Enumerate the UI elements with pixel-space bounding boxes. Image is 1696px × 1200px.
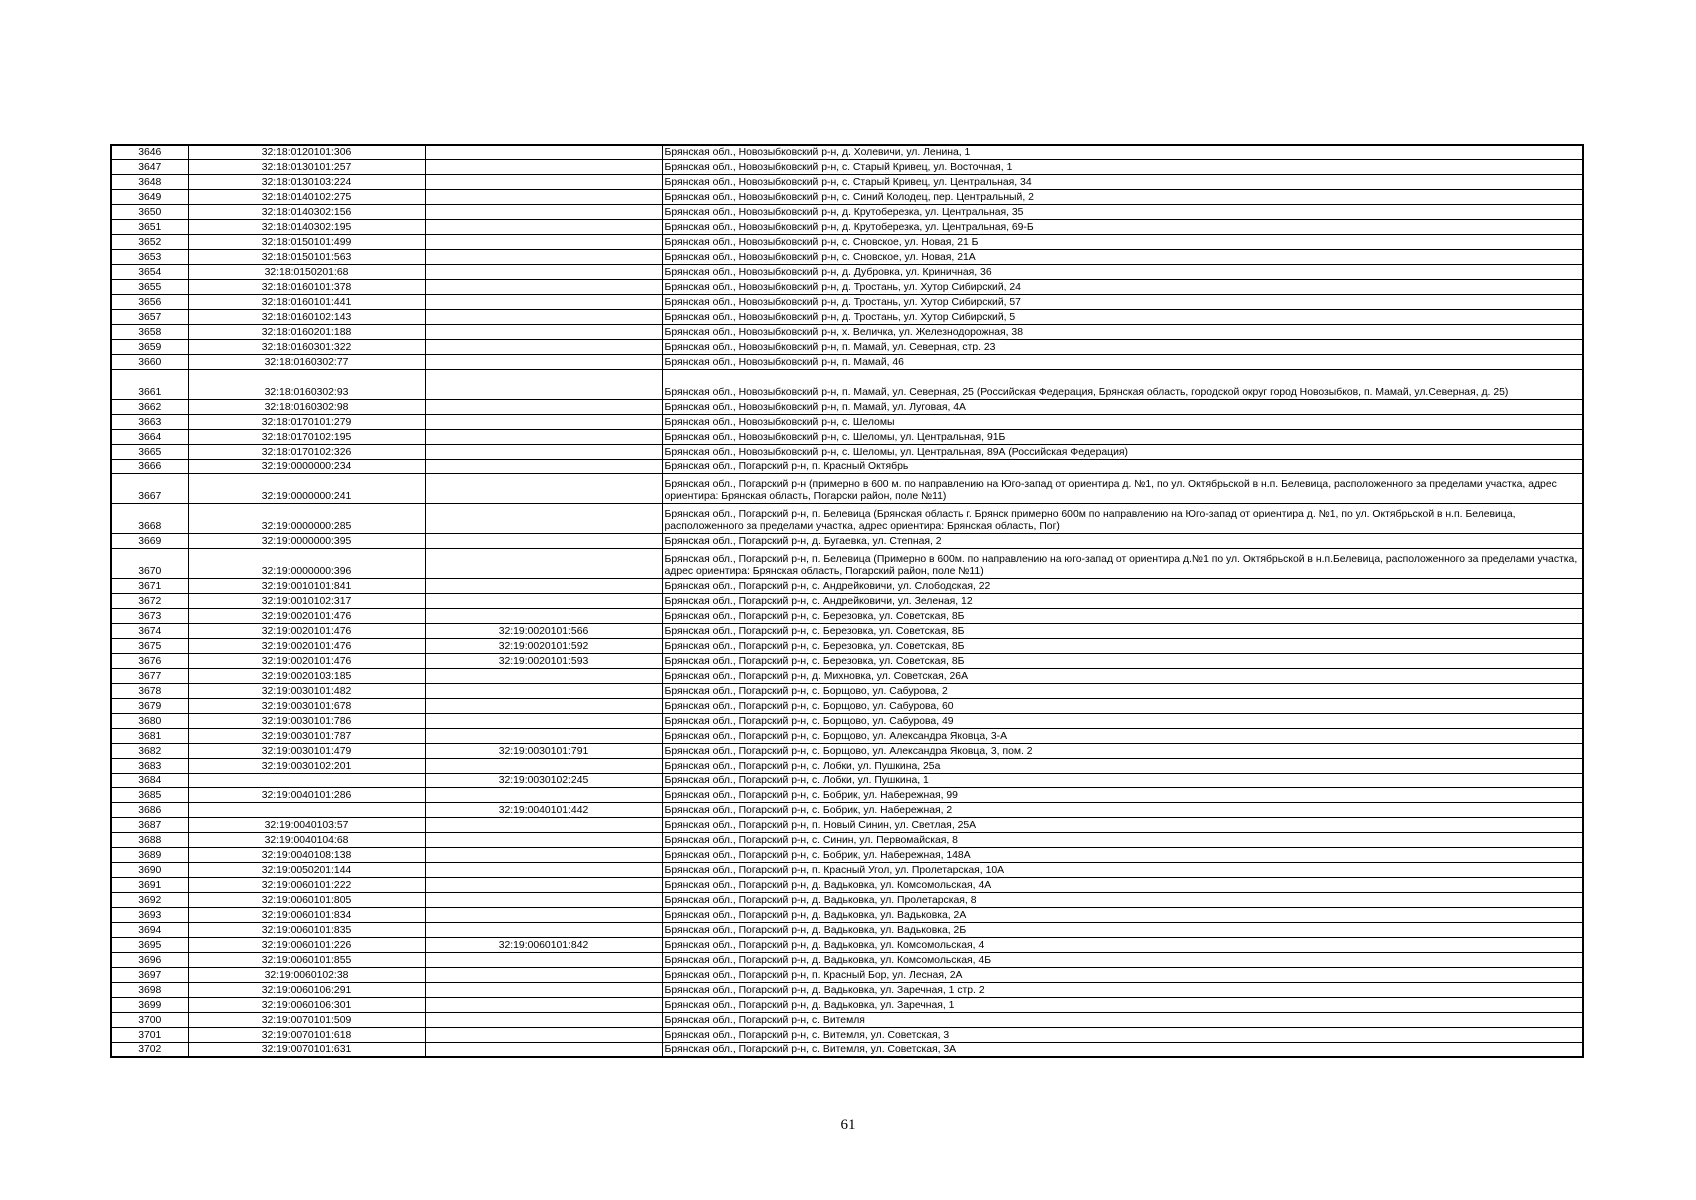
table-row: [111, 788, 1583, 803]
table-row: [111, 683, 1583, 698]
cadastral-number-cell: 32:19:0030101:482: [188, 683, 425, 698]
row-number-cell: 3685: [111, 788, 188, 803]
cadastral-number-cell: 32:19:0030101:678: [188, 698, 425, 713]
cadastral-number-cell: 32:19:0050201:144: [188, 863, 425, 878]
row-number-cell: 3692: [111, 893, 188, 908]
address-cell: Брянская обл., Новозыбковский р-н, с. Шеломы, ул. Центральная, 89А (Российская Федерация): [662, 444, 1583, 459]
related-cadastral-number-cell: [425, 295, 662, 310]
cadastral-number-cell: 32:19:0000000:234: [188, 459, 425, 474]
related-cadastral-number-cell: 32:19:0040101:442: [425, 803, 662, 818]
related-cadastral-number-cell: [425, 788, 662, 803]
related-cadastral-number-cell: [425, 579, 662, 594]
related-cadastral-number-cell: [425, 235, 662, 250]
row-number-cell: 3651: [111, 220, 188, 235]
row-number-cell: 3657: [111, 309, 188, 324]
address-cell: Брянская обл., Погарский р-н, с. Березовка, ул. Советская, 8Б: [662, 653, 1583, 668]
row-number-cell: 3646: [111, 145, 188, 160]
cadastral-number-cell: 32:18:0160302:77: [188, 354, 425, 369]
table-row: [111, 818, 1583, 833]
address-cell: Брянская обл., Погарский р-н, с. Андрейковичи, ул. Зеленая, 12: [662, 594, 1583, 609]
row-number-cell: 3676: [111, 653, 188, 668]
cadastral-number-cell: 32:19:0010102:317: [188, 594, 425, 609]
related-cadastral-number-cell: [425, 893, 662, 908]
related-cadastral-number-cell: [425, 504, 662, 534]
address-cell: Брянская обл., Погарский р-н, п. Белевица (Примерно в 600м. по направлению на юго-запад от ориентира д.№1 по ул. Октябрьской в н.п.Белевица, расположенного за пределами участка, адрес ориентира: Брянская область, Погарский район, поле №11): [662, 549, 1583, 579]
table-row: [111, 773, 1583, 788]
table-row: [111, 459, 1583, 474]
row-number-cell: 3654: [111, 265, 188, 280]
related-cadastral-number-cell: [425, 534, 662, 549]
address-cell: Брянская обл., Погарский р-н, с. Лобки, ул. Пушкина, 1: [662, 773, 1583, 788]
table-row: [111, 220, 1583, 235]
related-cadastral-number-cell: [425, 280, 662, 295]
cadastral-number-cell: 32:18:0170101:279: [188, 414, 425, 429]
cadastral-number-cell: 32:19:0040103:57: [188, 818, 425, 833]
row-number-cell: 3699: [111, 997, 188, 1012]
row-number-cell: 3697: [111, 967, 188, 982]
cadastral-number-cell: 32:19:0020101:476: [188, 653, 425, 668]
related-cadastral-number-cell: [425, 339, 662, 354]
cadastral-number-cell: 32:19:0000000:241: [188, 474, 425, 504]
address-cell: Брянская обл., Погарский р-н, с. Витемля, ул. Советская, 3А: [662, 1042, 1583, 1057]
table-row: [111, 952, 1583, 967]
address-cell: Брянская обл., Новозыбковский р-н, п. Мамай, ул. Северная, 25 (Российская Федерация, Брянская область, городской округ город Новозыбков, п. Мамай, ул.Северная, д. 25): [662, 369, 1583, 399]
table-row: [111, 1012, 1583, 1027]
cadastral-number-cell: 32:18:0160101:378: [188, 280, 425, 295]
table-row: [111, 205, 1583, 220]
related-cadastral-number-cell: [425, 594, 662, 609]
cadastral-number-cell: [188, 803, 425, 818]
address-cell: Брянская обл., Новозыбковский р-н, п. Мамай, 46: [662, 354, 1583, 369]
address-cell: Брянская обл., Погарский р-н, с. Борщово, ул. Александра Яковца, 3-А: [662, 728, 1583, 743]
address-cell: Брянская обл., Погарский р-н, д. Вадьковка, ул. Заречная, 1 стр. 2: [662, 982, 1583, 997]
table-row: [111, 982, 1583, 997]
cadastral-number-cell: 32:18:0160201:188: [188, 324, 425, 339]
related-cadastral-number-cell: [425, 758, 662, 773]
row-number-cell: 3655: [111, 280, 188, 295]
address-cell: Брянская обл., Новозыбковский р-н, с. Старый Кривец, ул. Центральная, 34: [662, 175, 1583, 190]
related-cadastral-number-cell: [425, 997, 662, 1012]
address-cell: Брянская обл., Погарский р-н, п. Красный Бор, ул. Лесная, 2А: [662, 967, 1583, 982]
table-row: [111, 534, 1583, 549]
table-row: [111, 429, 1583, 444]
row-number-cell: 3689: [111, 848, 188, 863]
row-number-cell: 3696: [111, 952, 188, 967]
address-cell: Брянская обл., Погарский р-н, д. Вадьковка, ул. Комсомольская, 4: [662, 938, 1583, 953]
cadastral-number-cell: 32:18:0140302:195: [188, 220, 425, 235]
related-cadastral-number-cell: [425, 190, 662, 205]
related-cadastral-number-cell: [425, 324, 662, 339]
table-row: [111, 549, 1583, 579]
row-number-cell: 3649: [111, 190, 188, 205]
related-cadastral-number-cell: [425, 474, 662, 504]
row-number-cell: 3670: [111, 549, 188, 579]
cadastral-number-cell: 32:18:0120101:306: [188, 145, 425, 160]
table-row: [111, 1027, 1583, 1042]
address-cell: Брянская обл., Погарский р-н, с. Березовка, ул. Советская, 8Б: [662, 624, 1583, 639]
row-number-cell: 3680: [111, 713, 188, 728]
row-number-cell: 3671: [111, 579, 188, 594]
row-number-cell: 3664: [111, 429, 188, 444]
address-cell: Брянская обл., Погарский р-н, с. Борщово, ул. Сабурова, 2: [662, 683, 1583, 698]
address-cell: Брянская обл., Погарский р-н, с. Синин, ул. Первомайская, 8: [662, 833, 1583, 848]
cadastral-number-cell: 32:19:0000000:285: [188, 504, 425, 534]
address-cell: Брянская обл., Погарский р-н, с. Борщово, ул. Сабурова, 49: [662, 713, 1583, 728]
address-cell: Брянская обл., Погарский р-н, д. Бугаевка, ул. Степная, 2: [662, 534, 1583, 549]
related-cadastral-number-cell: 32:19:0030101:791: [425, 743, 662, 758]
related-cadastral-number-cell: [425, 220, 662, 235]
table-row: [111, 339, 1583, 354]
cadastral-number-cell: 32:19:0040101:286: [188, 788, 425, 803]
cadastral-number-cell: 32:19:0030101:787: [188, 728, 425, 743]
address-cell: Брянская обл., Погарский р-н, с. Лобки, ул. Пушкина, 25а: [662, 758, 1583, 773]
row-number-cell: 3659: [111, 339, 188, 354]
row-number-cell: 3695: [111, 938, 188, 953]
related-cadastral-number-cell: [425, 145, 662, 160]
table-row: [111, 908, 1583, 923]
related-cadastral-number-cell: [425, 444, 662, 459]
cadastral-number-cell: 32:19:0040104:68: [188, 833, 425, 848]
address-cell: Брянская обл., Погарский р-н, д. Вадьковка, ул. Вадьковка, 2Б: [662, 923, 1583, 938]
row-number-cell: 3656: [111, 295, 188, 310]
table-row: [111, 997, 1583, 1012]
cadastral-number-cell: 32:19:0060101:805: [188, 893, 425, 908]
row-number-cell: 3650: [111, 205, 188, 220]
row-number-cell: 3653: [111, 250, 188, 265]
related-cadastral-number-cell: [425, 1042, 662, 1057]
row-number-cell: 3698: [111, 982, 188, 997]
table-row: [111, 414, 1583, 429]
cadastral-number-cell: 32:19:0060101:834: [188, 908, 425, 923]
cadastral-number-cell: 32:19:0070101:618: [188, 1027, 425, 1042]
cadastral-number-cell: 32:19:0060101:222: [188, 878, 425, 893]
row-number-cell: 3679: [111, 698, 188, 713]
table-row: [111, 145, 1583, 160]
address-cell: Брянская обл., Погарский р-н, д. Вадьковка, ул. Вадьковка, 2А: [662, 908, 1583, 923]
related-cadastral-number-cell: [425, 1027, 662, 1042]
cadastral-number-cell: 32:18:0140102:275: [188, 190, 425, 205]
table-row: [111, 698, 1583, 713]
table-row: [111, 504, 1583, 534]
address-cell: Брянская обл., Погарский р-н, с. Березовка, ул. Советская, 8Б: [662, 638, 1583, 653]
cadastral-number-cell: 32:18:0130103:224: [188, 175, 425, 190]
cadastral-number-cell: 32:18:0160301:322: [188, 339, 425, 354]
table-row: [111, 833, 1583, 848]
related-cadastral-number-cell: [425, 609, 662, 624]
table-body: [111, 145, 1583, 1057]
address-cell: Брянская обл., Новозыбковский р-н, п. Мамай, ул. Луговая, 4А: [662, 399, 1583, 414]
related-cadastral-number-cell: [425, 549, 662, 579]
address-cell: Брянская обл., Новозыбковский р-н, с. Шеломы, ул. Центральная, 91Б: [662, 429, 1583, 444]
table-row: [111, 653, 1583, 668]
table-row: [111, 369, 1583, 399]
table-row: [111, 624, 1583, 639]
address-cell: Брянская обл., Погарский р-н, д. Вадьковка, ул. Пролетарская, 8: [662, 893, 1583, 908]
row-number-cell: 3667: [111, 474, 188, 504]
cadastral-number-cell: 32:19:0030101:786: [188, 713, 425, 728]
table-row: [111, 803, 1583, 818]
table-row: [111, 190, 1583, 205]
address-cell: Брянская обл., Погарский р-н, п. Красный Октябрь: [662, 459, 1583, 474]
row-number-cell: 3672: [111, 594, 188, 609]
row-number-cell: 3674: [111, 624, 188, 639]
address-cell: Брянская обл., Погарский р-н, п. Новый Синин, ул. Светлая, 25А: [662, 818, 1583, 833]
address-cell: Брянская обл., Погарский р-н (примерно в 600 м. по направлению на Юго-запад от ориентира д. №1, по ул. Октябрьской в н.п. Белевица, расположенного за пределами участка, адрес ориентира: Брянская область, Погарски район, поле №11): [662, 474, 1583, 504]
row-number-cell: 3652: [111, 235, 188, 250]
related-cadastral-number-cell: 32:19:0020101:593: [425, 653, 662, 668]
related-cadastral-number-cell: [425, 982, 662, 997]
table-row: [111, 594, 1583, 609]
related-cadastral-number-cell: [425, 668, 662, 683]
row-number-cell: 3661: [111, 369, 188, 399]
table-row: [111, 160, 1583, 175]
address-cell: Брянская обл., Погарский р-н, д. Вадьковка, ул. Комсомольская, 4А: [662, 878, 1583, 893]
address-cell: Брянская обл., Погарский р-н, с. Березовка, ул. Советская, 8Б: [662, 609, 1583, 624]
table-row: [111, 474, 1583, 504]
cadastral-number-cell: 32:18:0140302:156: [188, 205, 425, 220]
row-number-cell: 3683: [111, 758, 188, 773]
address-cell: Брянская обл., Новозыбковский р-н, д. Тростань, ул. Хутор Сибирский, 5: [662, 309, 1583, 324]
related-cadastral-number-cell: [425, 683, 662, 698]
address-cell: Брянская обл., Погарский р-н, с. Борщово, ул. Сабурова, 60: [662, 698, 1583, 713]
address-cell: Брянская обл., Погарский р-н, д. Вадьковка, ул. Комсомольская, 4Б: [662, 952, 1583, 967]
cadastral-number-cell: 32:19:0060101:835: [188, 923, 425, 938]
table-row: [111, 444, 1583, 459]
row-number-cell: 3675: [111, 638, 188, 653]
related-cadastral-number-cell: [425, 429, 662, 444]
cadastral-number-cell: 32:19:0060102:38: [188, 967, 425, 982]
cadastral-number-cell: 32:19:0060106:291: [188, 982, 425, 997]
address-cell: Брянская обл., Новозыбковский р-н, х. Величка, ул. Железнодорожная, 38: [662, 324, 1583, 339]
address-cell: Брянская обл., Новозыбковский р-н, с. Сновское, ул. Новая, 21А: [662, 250, 1583, 265]
address-cell: Брянская обл., Погарский р-н, с. Бобрик, ул. Набережная, 99: [662, 788, 1583, 803]
cadastral-number-cell: 32:19:0070101:631: [188, 1042, 425, 1057]
table-row: [111, 638, 1583, 653]
table-row: [111, 354, 1583, 369]
address-cell: Брянская обл., Погарский р-н, д. Вадьковка, ул. Заречная, 1: [662, 997, 1583, 1012]
cadastral-number-cell: 32:19:0060101:226: [188, 938, 425, 953]
table-row: [111, 863, 1583, 878]
address-cell: Брянская обл., Погарский р-н, с. Бобрик, ул. Набережная, 2: [662, 803, 1583, 818]
row-number-cell: 3660: [111, 354, 188, 369]
row-number-cell: 3694: [111, 923, 188, 938]
cadastral-number-cell: 32:18:0170102:195: [188, 429, 425, 444]
table-row: [111, 848, 1583, 863]
related-cadastral-number-cell: [425, 369, 662, 399]
row-number-cell: 3663: [111, 414, 188, 429]
related-cadastral-number-cell: 32:19:0020101:592: [425, 638, 662, 653]
row-number-cell: 3686: [111, 803, 188, 818]
row-number-cell: 3678: [111, 683, 188, 698]
row-number-cell: 3668: [111, 504, 188, 534]
address-cell: Брянская обл., Погарский р-н, п. Красный Угол, ул. Пролетарская, 10А: [662, 863, 1583, 878]
address-cell: Брянская обл., Погарский р-н, д. Михновка, ул. Советская, 26А: [662, 668, 1583, 683]
related-cadastral-number-cell: [425, 265, 662, 280]
row-number-cell: 3682: [111, 743, 188, 758]
table-row: [111, 668, 1583, 683]
related-cadastral-number-cell: [425, 160, 662, 175]
related-cadastral-number-cell: [425, 459, 662, 474]
address-cell: Брянская обл., Новозыбковский р-н, с. Синий Колодец, пер. Центральный, 2: [662, 190, 1583, 205]
table-row: [111, 878, 1583, 893]
table-row: [111, 1042, 1583, 1057]
related-cadastral-number-cell: [425, 923, 662, 938]
table-row: [111, 324, 1583, 339]
address-cell: Брянская обл., Новозыбковский р-н, д. Холевичи, ул. Ленина, 1: [662, 145, 1583, 160]
cadastral-number-cell: 32:19:0000000:396: [188, 549, 425, 579]
table-row: [111, 265, 1583, 280]
row-number-cell: 3684: [111, 773, 188, 788]
related-cadastral-number-cell: 32:19:0020101:566: [425, 624, 662, 639]
address-cell: Брянская обл., Новозыбковский р-н, п. Мамай, ул. Северная, стр. 23: [662, 339, 1583, 354]
table-row: [111, 967, 1583, 982]
related-cadastral-number-cell: [425, 952, 662, 967]
cadastral-number-cell: 32:19:0070101:509: [188, 1012, 425, 1027]
property-registry-table: [110, 144, 1584, 1058]
related-cadastral-number-cell: [425, 863, 662, 878]
address-cell: Брянская обл., Погарский р-н, с. Бобрик, ул. Набережная, 148А: [662, 848, 1583, 863]
cadastral-number-cell: 32:19:0060106:301: [188, 997, 425, 1012]
cadastral-number-cell: 32:18:0160102:143: [188, 309, 425, 324]
address-cell: Брянская обл., Новозыбковский р-н, д. Крутоберезка, ул. Центральная, 69-Б: [662, 220, 1583, 235]
related-cadastral-number-cell: [425, 354, 662, 369]
address-cell: Брянская обл., Новозыбковский р-н, д. Крутоберезка, ул. Центральная, 35: [662, 205, 1583, 220]
row-number-cell: 3700: [111, 1012, 188, 1027]
table-row: [111, 399, 1583, 414]
row-number-cell: 3648: [111, 175, 188, 190]
row-number-cell: 3666: [111, 459, 188, 474]
address-cell: Брянская обл., Погарский р-н, п. Белевица (Брянская область г. Брянск примерно 600м по направлению на Юго-запад от ориентира д. №1, по ул. Октябрьской в н.п. Белевица, расположенного за пределами участка, адрес ориентира: Брянская область, Пог): [662, 504, 1583, 534]
address-cell: Брянская обл., Погарский р-н, с. Витемля, ул. Советская, 3: [662, 1027, 1583, 1042]
table-row: [111, 235, 1583, 250]
related-cadastral-number-cell: [425, 175, 662, 190]
related-cadastral-number-cell: [425, 848, 662, 863]
table-row: [111, 758, 1583, 773]
cadastral-number-cell: 32:18:0150101:563: [188, 250, 425, 265]
table-row: [111, 175, 1583, 190]
cadastral-number-cell: 32:19:0020101:476: [188, 624, 425, 639]
cadastral-number-cell: 32:18:0130101:257: [188, 160, 425, 175]
row-number-cell: 3647: [111, 160, 188, 175]
cadastral-number-cell: 32:18:0160302:98: [188, 399, 425, 414]
table-row: [111, 609, 1583, 624]
address-cell: Брянская обл., Погарский р-н, с. Андрейковичи, ул. Слободская, 22: [662, 579, 1583, 594]
related-cadastral-number-cell: [425, 205, 662, 220]
row-number-cell: 3669: [111, 534, 188, 549]
related-cadastral-number-cell: [425, 698, 662, 713]
address-cell: Брянская обл., Новозыбковский р-н, с. Старый Кривец, ул. Восточная, 1: [662, 160, 1583, 175]
row-number-cell: 3677: [111, 668, 188, 683]
row-number-cell: 3665: [111, 444, 188, 459]
address-cell: Брянская обл., Новозыбковский р-н, с. Шеломы: [662, 414, 1583, 429]
cadastral-number-cell: 32:19:0020101:476: [188, 609, 425, 624]
cadastral-number-cell: 32:18:0150101:499: [188, 235, 425, 250]
row-number-cell: 3662: [111, 399, 188, 414]
row-number-cell: 3658: [111, 324, 188, 339]
cadastral-number-cell: 32:19:0020103:185: [188, 668, 425, 683]
cadastral-number-cell: 32:19:0030101:479: [188, 743, 425, 758]
cadastral-number-cell: 32:19:0020101:476: [188, 638, 425, 653]
related-cadastral-number-cell: [425, 833, 662, 848]
cadastral-number-cell: 32:18:0160302:93: [188, 369, 425, 399]
row-number-cell: 3690: [111, 863, 188, 878]
table-row: [111, 713, 1583, 728]
page-number: 61: [840, 1117, 856, 1133]
table-row: [111, 250, 1583, 265]
table-row: [111, 923, 1583, 938]
table-row: [111, 938, 1583, 953]
related-cadastral-number-cell: [425, 908, 662, 923]
table-row: [111, 728, 1583, 743]
related-cadastral-number-cell: [425, 309, 662, 324]
related-cadastral-number-cell: [425, 818, 662, 833]
related-cadastral-number-cell: 32:19:0060101:842: [425, 938, 662, 953]
address-cell: Брянская обл., Погарский р-н, с. Витемля: [662, 1012, 1583, 1027]
address-cell: Брянская обл., Погарский р-н, с. Борщово, ул. Александра Яковца, 3, пом. 2: [662, 743, 1583, 758]
cadastral-number-cell: 32:19:0040108:138: [188, 848, 425, 863]
table-row: [111, 295, 1583, 310]
cadastral-number-cell: 32:19:0030102:201: [188, 758, 425, 773]
related-cadastral-number-cell: [425, 250, 662, 265]
address-cell: Брянская обл., Новозыбковский р-н, с. Сновское, ул. Новая, 21 Б: [662, 235, 1583, 250]
related-cadastral-number-cell: [425, 414, 662, 429]
cadastral-number-cell: 32:19:0000000:395: [188, 534, 425, 549]
related-cadastral-number-cell: [425, 1012, 662, 1027]
cadastral-number-cell: 32:18:0170102:326: [188, 444, 425, 459]
row-number-cell: 3693: [111, 908, 188, 923]
related-cadastral-number-cell: [425, 713, 662, 728]
cadastral-number-cell: 32:18:0160101:441: [188, 295, 425, 310]
related-cadastral-number-cell: [425, 967, 662, 982]
row-number-cell: 3691: [111, 878, 188, 893]
address-cell: Брянская обл., Новозыбковский р-н, д. Тростань, ул. Хутор Сибирский, 24: [662, 280, 1583, 295]
row-number-cell: 3688: [111, 833, 188, 848]
cadastral-number-cell: 32:19:0010101:841: [188, 579, 425, 594]
table-row: [111, 280, 1583, 295]
cadastral-number-cell: [188, 773, 425, 788]
row-number-cell: 3701: [111, 1027, 188, 1042]
related-cadastral-number-cell: [425, 399, 662, 414]
table-row: [111, 743, 1583, 758]
row-number-cell: 3702: [111, 1042, 188, 1057]
table-row: [111, 579, 1583, 594]
related-cadastral-number-cell: 32:19:0030102:245: [425, 773, 662, 788]
row-number-cell: 3673: [111, 609, 188, 624]
cadastral-number-cell: 32:18:0150201:68: [188, 265, 425, 280]
row-number-cell: 3687: [111, 818, 188, 833]
address-cell: Брянская обл., Новозыбковский р-н, д. Дубровка, ул. Криничная, 36: [662, 265, 1583, 280]
related-cadastral-number-cell: [425, 728, 662, 743]
row-number-cell: 3681: [111, 728, 188, 743]
address-cell: Брянская обл., Новозыбковский р-н, д. Тростань, ул. Хутор Сибирский, 57: [662, 295, 1583, 310]
related-cadastral-number-cell: [425, 878, 662, 893]
table-row: [111, 309, 1583, 324]
cadastral-number-cell: 32:19:0060101:855: [188, 952, 425, 967]
table-row: [111, 893, 1583, 908]
